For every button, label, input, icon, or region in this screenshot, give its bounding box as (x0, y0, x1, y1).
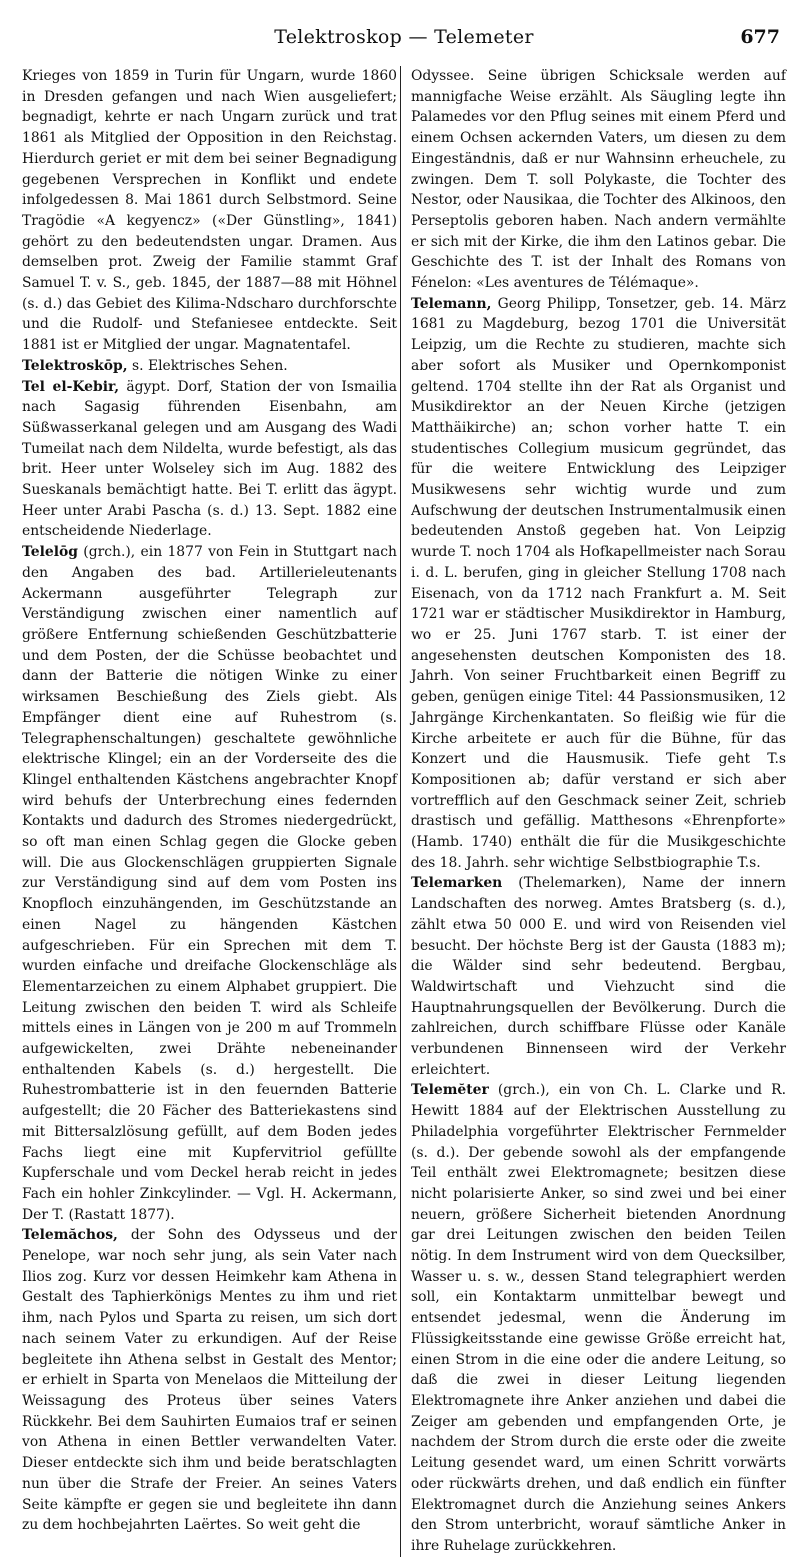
page-header (22, 0, 786, 46)
entry-text: der Sohn des Odysseus und der Penelope, war noch sehr jung, als sein Vater nach Ilios zog. Kurz vor dessen Heimkehr kam Athena in Gestalt des Taphierkönigs Mentes zu ihm und riet ihm, nach Pylos und Sparta zu reisen, um sich dort nach seinem Vater zu erkundigen. Auf der Reise begleitete ihn Athena selbst in Gestalt des Mentor; er erhielt in Sparta von Menelaos die Mitteilung der Weissagung des Proteus über seines Vaters Rückkehr. Bei dem Sauhirten Eumaios traf er seinen von Athena in einen Bettler verwandelten Vater. Dieser entdeckte sich ihm und beide beratschlagten nun über die Strafe der Freier. An seines Vaters Seite kämpfte er gegen sie und begleitete ihn dann zu dem hochbejahrten Laërtes. So weit geht die (22, 1227, 397, 1534)
entry-headword: Telelōg (22, 544, 78, 561)
entry-text: (grch.), ein 1877 von Fein in Stuttgart nach den Angaben des bad. Artillerieleutenants Ackermann ausgeführter Telegraph zur Verständigung zwischen einer namentlich auf größere Entfernung schießenden Geschützbatterie und dem Posten, der die Schüsse beobachtet und dann der Batterie die nötigen Winke zu einer wirksamen Beschießung des Ziels giebt. Als Empfänger dient eine auf Ruhestrom (s. Telegraphenschaltungen) geschaltete gewöhnliche elektrische Klingel; ein an der Vorderseite des die Klingel enthaltenden Kästchens angebrachter Knopf wird behufs der Unterbrechung eines federnden Kontakts und dadurch des Stromes niedergedrückt, so oft man einen Schlag gegen die Glocke geben will. Die aus Glockenschlägen gruppierten Signale zur Verständigung sind auf dem vom Posten ins Knopfloch einzuhängenden, im Geschützstande an einen Nagel zu hängenden Kästchen aufgeschrieben. Für ein Sprechen mit dem T. wurden einfache und dreifache Glockenschläge als Elementarzeichen zu einem Alphabet gruppiert. Die Leitung zwischen den beiden T. wird als Schleife mittels eines in Längen von je 200 m auf Trommeln aufgewickelten, zwei Drähte nebeneinander enthaltenden Kabels (s. d.) hergestellt. Die Ruhestrombatterie ist in den feuernden Batterie aufgestellt; die 20 Fächer des Batteriekastens sind mit Bittersalzlösung gefüllt, auf dem Boden jedes Fachs liegt eine mit Kupfervitriol gefüllte Kupferschale und vom Deckel herab reicht in jedes Fach ein hohler Zinkcylinder. — Vgl. H. Ackermann, Der T. (Rastatt 1877). (22, 544, 397, 1223)
text-columns (22, 66, 786, 1557)
entry-text: ägypt. Dorf, Station der von Ismailia nach Sagasig führenden Eisenbahn, am Süßwasserkanal gelegen und am Ausgang des Wadi Tumeilat nach dem Nildelta, wurde befestigt, als das brit. Heer unter Wolseley sich im Aug. 1882 des Sueskanals bemächtigt hatte. Bei T. erlitt das ägypt. Heer unter Arabi Pascha (s. d.) 13. Sept. 1882 eine entscheidende Niederlage. (22, 378, 397, 540)
entry (22, 66, 397, 356)
entry-headword: Telemarken (411, 875, 503, 892)
left-column (22, 66, 397, 1557)
entry-headword: Telemĕter (411, 1082, 489, 1099)
entry (22, 377, 397, 543)
entry (411, 1080, 786, 1556)
page-number: 677 (740, 26, 780, 48)
entry (22, 542, 397, 1225)
entry (411, 294, 786, 874)
entry (22, 1225, 397, 1536)
entry-text: Odyssee. Seine übrigen Schicksale werden auf mannigfache Weise erzählt. Als Säugling legte ihn Palamedes vor den Pflug seines mit einem Pferd und einem Ochsen ackernden Vaters, um diesen zu dem Eingeständnis, daß er nur Wahnsinn erheuchele, zu zwingen. Dem T. soll Polykaste, die Tochter des Nestor, oder Nausikaa, die Tochter des Alkinoos, den Perseptolis geboren haben. Nach andern vermählte er sich mit der Kirke, die ihm den Latinos gebar. Die Geschichte des T. ist der Inhalt des Romans von Fénelon: «Les aventures de Télémaque». (411, 68, 786, 292)
entry-text: (Thelemarken), Name der innern Landschaften des norweg. Amtes Bratsberg (s. d.), zählt etwa 50 000 E. und wird von Reisenden viel besucht. Der höchste Berg ist der Gausta (1883 m); die Wälder sind sehr bedeutend. Bergbau, Waldwirtschaft und Viehzucht sind die Hauptnahrungsquellen der Bevölkerung. Durch die zahlreichen, durch schiffbare Flüsse oder Kanäle verbundenen Binnenseen wird der Verkehr erleichtert. (411, 875, 786, 1078)
entry-headword: Telemăchos, (22, 1227, 118, 1244)
entry (411, 873, 786, 1080)
entry (411, 66, 786, 294)
entry-text: Georg Philipp, Tonsetzer, geb. 14. März 1681 zu Magdeburg, bezog 1701 die Universität Leipzig, um die Rechte zu studieren, machte sich aber sofort als Musiker und Opernkomponist geltend. 1704 stellte ihn der Rat als Organist und Musikdirektor an der Neuen Kirche (jetzigen Matthäikirche) an; schon vorher hatte T. ein studentisches Collegium musicum gegründet, das für die weitere Entwicklung des Leipziger Musikwesens sehr wichtig wurde und zum Aufschwung der deutschen Instrumentalmusik einen bedeutenden Anstoß gegeben hat. Von Leipzig wurde T. noch 1704 als Hofkapellmeister nach Sorau i. d. L. berufen, ging in gleicher Stellung 1708 nach Eisenach, von da 1712 nach Frankfurt a. M. Seit 1721 war er städtischer Musikdirektor in Hamburg, wo er 25. Juni 1767 starb. T. ist einer der angesehensten deutschen Komponisten des 18. Jahrh. Von seiner Fruchtbarkeit einen Begriff zu geben, genügen einige Titel: 44 Passionsmusiken, 12 Jahrgänge Kirchenkantaten. So fleißig wie für die Kirche arbeitete er auch für die Bühne, für das Konzert und die Hausmusik. Tiefe geht T.s Kompositionen ab; dafür verstand er sich aber vortrefflich auf den Geschmack seiner Zeit, schrieb drastisch und gefällig. Matthesons «Ehrenpforte» (Hamb. 1740) enthält die für die Musikgeschichte des 18. Jahrh. sehr wichtige Selbstbiographie T.s. (411, 295, 787, 871)
entry-headword: Telemann, (411, 295, 492, 312)
column-divider (400, 66, 401, 1557)
right-column (411, 66, 786, 1557)
entry (22, 356, 397, 377)
entry-text: s. Elektrisches Sehen. (132, 357, 288, 374)
running-title: Telektroskop — Telemeter (274, 26, 534, 48)
entry-text: (grch.), ein von Ch. L. Clarke und R. Hewitt 1884 auf der Elektrischen Ausstellung zu Philadelphia vorgeführter Elektrischer Fernmelder (s. d.). Der gebende sowohl als der empfangende Teil enthält zwei Elektromagnete; besitzen diese nicht polarisierte Anker, so sind zwei und bei einer neuern, größere Sicherheit bietenden Anordnung gar drei Leitungen zwischen den beiden Teilen nötig. In dem Instrument wird von dem Quecksilber, Wasser u. s. w., dessen Stand telegraphiert werden soll, ein Kontaktarm unmittelbar bewegt und entsendet jedesmal, wenn die Änderung im Flüssigkeitsstande eine gewisse Größe erreicht hat, einen Strom in die eine oder die andere Leitung, so daß die zwei in dieser Leitung liegenden Elektromagnete ihre Anker anziehen und dabei die Zeiger am gebenden und empfangenden Orte, je nachdem der Strom durch die erste oder die zweite Leitung gesendet ward, um einen Schritt vorwärts oder rückwärts drehen, und daß endlich ein fünfter Elektromagnet durch die Anziehung seines Ankers den Strom unterbricht, worauf sämtliche Anker in ihre Ruhelage zurückkehren. (411, 1082, 786, 1554)
entry-headword: Telektroskōp, (22, 357, 128, 374)
entry-headword: Tel el-Kebir, (22, 378, 120, 395)
entry-text: Krieges von 1859 in Turin für Ungarn, wurde 1860 in Dresden gefangen und nach Wien ausgeliefert; begnadigt, kehrte er nach Ungarn zurück und trat 1861 als Mitglied der Opposition in den Reichstag. Hierdurch geriet er mit dem bei seiner Begnadigung gegebenen Versprechen in Konflikt und endete infolgedessen 8. Mai 1861 durch Selbstmord. Seine Tragödie «A kegyencz» («Der Günstling», 1841) gehört zu den bedeutendsten ungar. Dramen. Aus demselben prot. Zweig der Familie stammt Graf Samuel T. v. S., geb. 1845, der 1887—88 mit Höhnel (s. d.) das Gebiet des Kilima-Ndscharo durchforschte und die Rudolf- und Stefaniesee entdeckte. Seit 1881 ist er Mitglied der ungar. Magnatentafel. (22, 68, 397, 354)
